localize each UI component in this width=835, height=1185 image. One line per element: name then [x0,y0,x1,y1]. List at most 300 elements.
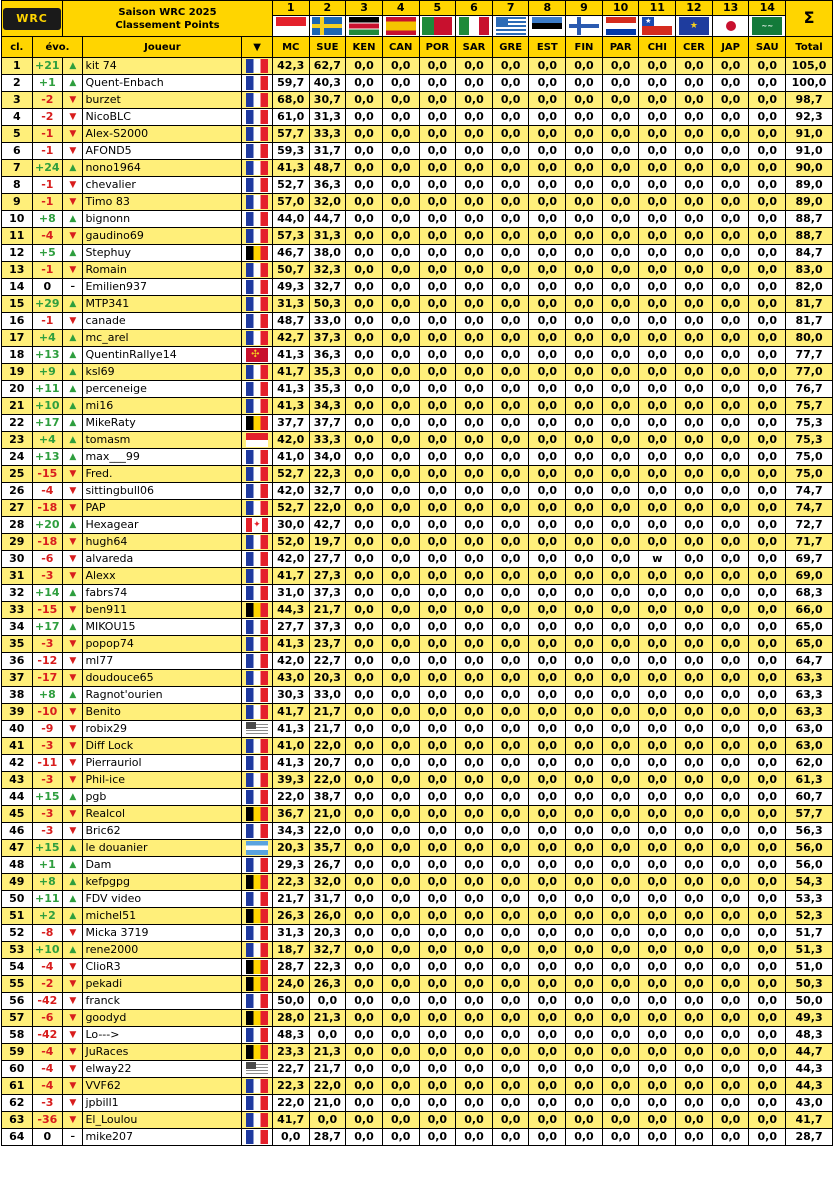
points-jap: 0,0 [712,398,749,415]
fr-flag-icon [246,161,268,175]
points-ken: 0,0 [346,789,383,806]
points-ken: 0,0 [346,262,383,279]
player-name[interactable]: Ragnot'ourien [83,687,242,704]
evolution-cell: -4 [32,1078,63,1095]
player-name[interactable]: popop74 [83,636,242,653]
points-por: 0,0 [419,806,456,823]
points-sue: 32,3 [309,262,346,279]
points-can: 0,0 [382,874,419,891]
points-chi: 0,0 [639,602,676,619]
rally-flag-cell [529,15,565,36]
evolution-arrow-icon: ▼ [63,670,83,687]
player-name[interactable]: perceneige [83,381,242,398]
player-name[interactable]: Alex-S2000 [83,126,242,143]
points-par: 0,0 [602,296,639,313]
evolution-cell: +4 [32,432,63,449]
player-name[interactable]: hugh64 [83,534,242,551]
points-est: 0,0 [529,857,566,874]
sa-flag-icon: ~~ [752,17,782,35]
points-can: 0,0 [382,398,419,415]
total-points: 74,7 [786,483,833,500]
points-gre: 0,0 [492,58,529,75]
player-name[interactable]: pgb [83,789,242,806]
position-cell: 44 [2,789,33,806]
points-sar: 0,0 [456,58,493,75]
evolution-arrow-icon: ▲ [63,942,83,959]
points-sau: 0,0 [749,517,786,534]
points-can: 0,0 [382,313,419,330]
player-name[interactable]: Lo---> [83,1027,242,1044]
points-sau: 0,0 [749,347,786,364]
player-name[interactable]: franck [83,993,242,1010]
points-sar: 0,0 [456,1078,493,1095]
fr-flag-icon [246,569,268,583]
total-points: 89,0 [786,177,833,194]
evolution-arrow-icon: ▼ [63,262,83,279]
nationality-cell [242,1027,273,1044]
points-mc: 22,0 [272,1095,309,1112]
points-can: 0,0 [382,925,419,942]
points-jap: 0,0 [712,602,749,619]
col-header-player[interactable]: Joueur [83,37,242,58]
nationality-cell [242,874,273,891]
player-name[interactable]: El_Loulou [83,1112,242,1129]
player-name[interactable]: Quent-Enbach [83,75,242,92]
points-ken: 0,0 [346,177,383,194]
points-par: 0,0 [602,279,639,296]
fr-flag-icon [246,892,268,906]
position-cell: 5 [2,126,33,143]
points-jap: 0,0 [712,1027,749,1044]
evolution-arrow-icon: ▼ [63,109,83,126]
points-sue: 26,3 [309,976,346,993]
points-por: 0,0 [419,1027,456,1044]
total-points: 54,3 [786,874,833,891]
points-sar: 0,0 [456,653,493,670]
player-name[interactable]: bignonn [83,211,242,228]
points-sar: 0,0 [456,993,493,1010]
evolution-cell: +1 [32,857,63,874]
points-cer: 0,0 [676,551,713,568]
position-cell: 49 [2,874,33,891]
evolution-arrow-icon: ▼ [63,772,83,789]
player-name[interactable]: nono1964 [83,160,242,177]
rally-flag-cell [273,15,309,36]
points-par: 0,0 [602,398,639,415]
player-name[interactable]: le douanier [83,840,242,857]
points-est: 0,0 [529,347,566,364]
table-row [2,942,833,959]
evolution-cell: +21 [32,58,63,75]
be-flag-icon [246,1045,268,1059]
player-name[interactable]: AFOND5 [83,143,242,160]
player-name[interactable]: sittingbull06 [83,483,242,500]
player-name[interactable]: mike207 [83,1129,242,1146]
table-row [2,1112,833,1129]
points-fin: 0,0 [566,126,603,143]
mc-flag-icon [276,17,306,35]
points-mc: 48,3 [272,1027,309,1044]
nationality-cell [242,126,273,143]
points-cer: 0,0 [676,262,713,279]
player-name[interactable]: Pierrauriol [83,755,242,772]
evolution-cell: -1 [32,143,63,160]
player-name[interactable]: JuRaces [83,1044,242,1061]
table-row [2,483,833,500]
evolution-cell: +24 [32,160,63,177]
player-name[interactable]: Fred. [83,466,242,483]
points-ken: 0,0 [346,92,383,109]
points-chi: 0,0 [639,755,676,772]
evolution-cell: -12 [32,653,63,670]
player-name[interactable]: rene2000 [83,942,242,959]
points-por: 0,0 [419,211,456,228]
id-flag-icon [246,433,268,447]
position-cell: 22 [2,415,33,432]
points-mc: 46,7 [272,245,309,262]
evolution-cell: -11 [32,755,63,772]
player-name[interactable]: Phil-ice [83,772,242,789]
points-ken: 0,0 [346,755,383,772]
evolution-cell: -1 [32,177,63,194]
points-fin: 0,0 [566,823,603,840]
player-name[interactable]: canade [83,313,242,330]
points-gre: 0,0 [492,109,529,126]
points-jap: 0,0 [712,75,749,92]
player-name[interactable]: robix29 [83,721,242,738]
col-header-est[interactable]: EST [529,37,566,58]
points-ken: 0,0 [346,194,383,211]
points-par: 0,0 [602,415,639,432]
nationality-cell [242,381,273,398]
points-gre: 0,0 [492,823,529,840]
col-header-por[interactable]: POR [419,37,456,58]
evolution-arrow-icon: ▲ [63,687,83,704]
player-name[interactable]: alvareda [83,551,242,568]
col-header-sue[interactable]: SUE [309,37,346,58]
col-header-mc[interactable]: MC [272,37,309,58]
table-row [2,177,833,194]
points-sue: 22,0 [309,772,346,789]
nationality-cell [242,653,273,670]
points-ken: 0,0 [346,500,383,517]
points-chi: 0,0 [639,58,676,75]
points-sau: 0,0 [749,636,786,653]
player-name[interactable]: max___99 [83,449,242,466]
player-name[interactable]: Bric62 [83,823,242,840]
total-sigma-cell [786,1,833,37]
table-row [2,602,833,619]
col-header-can[interactable]: CAN [382,37,419,58]
points-sue: 38,0 [309,245,346,262]
sigma-symbol: Σ [803,7,815,27]
player-name[interactable]: tomasm [83,432,242,449]
points-fin: 0,0 [566,1078,603,1095]
points-sau: 0,0 [749,925,786,942]
player-name[interactable]: jpbill1 [83,1095,242,1112]
points-jap: 0,0 [712,687,749,704]
points-por: 0,0 [419,381,456,398]
points-jap: 0,0 [712,415,749,432]
points-can: 0,0 [382,993,419,1010]
nationality-cell [242,687,273,704]
rally-number: 3 [360,1,368,14]
evolution-arrow-icon: ▼ [63,1112,83,1129]
player-name[interactable]: gaudino69 [83,228,242,245]
points-ken: 0,0 [346,653,383,670]
player-name[interactable]: mc_arel [83,330,242,347]
points-jap: 0,0 [712,772,749,789]
points-jap: 0,0 [712,721,749,738]
points-can: 0,0 [382,687,419,704]
points-est: 0,0 [529,466,566,483]
total-points: 75,3 [786,432,833,449]
evolution-cell: -4 [32,1044,63,1061]
nationality-cell [242,1010,273,1027]
col-header-cer[interactable]: CER [676,37,713,58]
player-name[interactable]: ben911 [83,602,242,619]
col-header-jap[interactable]: JAP [712,37,749,58]
points-sau: 0,0 [749,840,786,857]
position-cell: 11 [2,228,33,245]
points-sue: 21,0 [309,1095,346,1112]
points-sar: 0,0 [456,279,493,296]
points-can: 0,0 [382,109,419,126]
points-est: 0,0 [529,585,566,602]
points-cer: 0,0 [676,1027,713,1044]
rally-header-fin [566,1,603,37]
points-est: 0,0 [529,1095,566,1112]
evolution-cell: +10 [32,942,63,959]
points-fin: 0,0 [566,1061,603,1078]
points-cer: 0,0 [676,1044,713,1061]
player-name[interactable]: Dam [83,857,242,874]
evolution-arrow-icon: ▲ [63,381,83,398]
points-est: 0,0 [529,228,566,245]
player-name[interactable]: FDV video [83,891,242,908]
nationality-cell [242,75,273,92]
player-name[interactable]: michel51 [83,908,242,925]
points-fin: 0,0 [566,347,603,364]
player-name[interactable]: fabrs74 [83,585,242,602]
evolution-cell: +29 [32,296,63,313]
col-header-evolution[interactable]: évo. [32,37,83,58]
points-sau: 0,0 [749,1061,786,1078]
points-jap: 0,0 [712,976,749,993]
col-header-gre[interactable]: GRE [492,37,529,58]
player-name[interactable]: pekadi [83,976,242,993]
nationality-cell [242,891,273,908]
nationality-cell [242,432,273,449]
player-name[interactable]: QuentinRallye14 [83,347,242,364]
points-par: 0,0 [602,177,639,194]
player-name[interactable]: Stephuy [83,245,242,262]
points-gre: 0,0 [492,721,529,738]
points-ken: 0,0 [346,347,383,364]
points-chi: 0,0 [639,347,676,364]
position-cell: 8 [2,177,33,194]
points-chi: 0,0 [639,891,676,908]
col-header-sar[interactable]: SAR [456,37,493,58]
points-chi: 0,0 [639,704,676,721]
filter-dropdown-button[interactable]: ▼ [242,37,273,58]
points-jap: 0,0 [712,313,749,330]
total-points: 63,0 [786,721,833,738]
player-name[interactable]: goodyd [83,1010,242,1027]
points-chi: 0,0 [639,1061,676,1078]
points-can: 0,0 [382,1027,419,1044]
points-chi: 0,0 [639,1027,676,1044]
player-name[interactable]: Micka 3719 [83,925,242,942]
points-cer: 0,0 [676,177,713,194]
player-name[interactable]: NicoBLC [83,109,242,126]
player-name[interactable]: Emilien937 [83,279,242,296]
be-flag-icon [246,246,268,260]
points-cer: 0,0 [676,687,713,704]
table-row [2,1010,833,1027]
player-name[interactable]: kit 74 [83,58,242,75]
evolution-cell: -1 [32,313,63,330]
points-mc: 52,0 [272,534,309,551]
player-name[interactable]: Diff Lock [83,738,242,755]
col-header-position[interactable]: cl. [2,37,33,58]
points-sar: 0,0 [456,347,493,364]
table-row [2,398,833,415]
points-can: 0,0 [382,279,419,296]
points-est: 0,0 [529,908,566,925]
evolution-arrow-icon: ▼ [63,653,83,670]
points-sau: 0,0 [749,92,786,109]
points-can: 0,0 [382,1061,419,1078]
position-cell: 55 [2,976,33,993]
player-name[interactable]: chevalier [83,177,242,194]
player-name[interactable]: MIKOU15 [83,619,242,636]
position-cell: 34 [2,619,33,636]
table-row [2,534,833,551]
col-header-total[interactable]: Total [786,37,833,58]
table-row [2,296,833,313]
points-par: 0,0 [602,381,639,398]
eu-flag-icon: ★ [679,17,709,35]
player-name[interactable]: Alexx [83,568,242,585]
player-name[interactable]: MTP341 [83,296,242,313]
points-sau: 0,0 [749,211,786,228]
evolution-arrow-icon: ▼ [63,228,83,245]
points-mc: 41,0 [272,738,309,755]
position-cell: 7 [2,160,33,177]
points-par: 0,0 [602,687,639,704]
be-flag-icon [246,807,268,821]
total-points: 69,7 [786,551,833,568]
points-can: 0,0 [382,364,419,381]
points-sau: 0,0 [749,262,786,279]
nationality-cell [242,398,273,415]
player-name[interactable]: elway22 [83,1061,242,1078]
player-name[interactable]: Timo 83 [83,194,242,211]
points-cer: 0,0 [676,568,713,585]
rally-header-mc [272,1,309,37]
nationality-cell [242,228,273,245]
total-points: 62,0 [786,755,833,772]
position-cell: 6 [2,143,33,160]
nationality-cell [242,177,273,194]
points-por: 0,0 [419,908,456,925]
nationality-cell [242,449,273,466]
points-gre: 0,0 [492,874,529,891]
col-header-sau[interactable]: SAU [749,37,786,58]
points-ken: 0,0 [346,1095,383,1112]
rally-header-can [382,1,419,37]
evolution-cell: +9 [32,364,63,381]
points-can: 0,0 [382,143,419,160]
player-name[interactable]: kefpgpg [83,874,242,891]
nationality-cell [242,109,273,126]
header-row-top [2,1,833,37]
player-name[interactable]: ClioR3 [83,959,242,976]
points-sar: 0,0 [456,1112,493,1129]
col-header-chi[interactable]: CHI [639,37,676,58]
position-cell: 28 [2,517,33,534]
player-name[interactable]: PAP [83,500,242,517]
player-name[interactable]: mi16 [83,398,242,415]
player-name[interactable]: Benito [83,704,242,721]
player-name[interactable]: ksl69 [83,364,242,381]
points-mc: 43,0 [272,670,309,687]
points-can: 0,0 [382,823,419,840]
nationality-cell [242,619,273,636]
position-cell: 24 [2,449,33,466]
points-cer: 0,0 [676,211,713,228]
fr-flag-icon [246,212,268,226]
points-est: 0,0 [529,891,566,908]
position-cell: 64 [2,1129,33,1146]
player-name[interactable]: MikeRaty [83,415,242,432]
player-name[interactable]: doudouce65 [83,670,242,687]
points-sau: 0,0 [749,1010,786,1027]
points-sau: 0,0 [749,449,786,466]
player-name[interactable]: ml77 [83,653,242,670]
points-sau: 0,0 [749,568,786,585]
player-name[interactable]: VVF62 [83,1078,242,1095]
player-name[interactable]: Hexagear [83,517,242,534]
points-jap: 0,0 [712,874,749,891]
col-header-ken[interactable]: KEN [346,37,383,58]
col-header-par[interactable]: PAR [602,37,639,58]
points-mc: 57,7 [272,126,309,143]
points-por: 0,0 [419,466,456,483]
points-ken: 0,0 [346,126,383,143]
points-par: 0,0 [602,449,639,466]
player-name[interactable]: burzet [83,92,242,109]
player-name[interactable]: Realcol [83,806,242,823]
player-name[interactable]: Romain [83,262,242,279]
points-est: 0,0 [529,959,566,976]
evolution-arrow-icon: ▼ [63,500,83,517]
total-points: 100,0 [786,75,833,92]
points-cer: 0,0 [676,670,713,687]
points-jap: 0,0 [712,160,749,177]
points-cer: 0,0 [676,976,713,993]
points-gre: 0,0 [492,75,529,92]
points-can: 0,0 [382,296,419,313]
points-sar: 0,0 [456,415,493,432]
rally-flag-cell [456,15,492,36]
col-header-fin[interactable]: FIN [566,37,603,58]
table-row [2,58,833,75]
jp-flag-icon [716,17,746,35]
table-row [2,92,833,109]
points-chi: 0,0 [639,483,676,500]
